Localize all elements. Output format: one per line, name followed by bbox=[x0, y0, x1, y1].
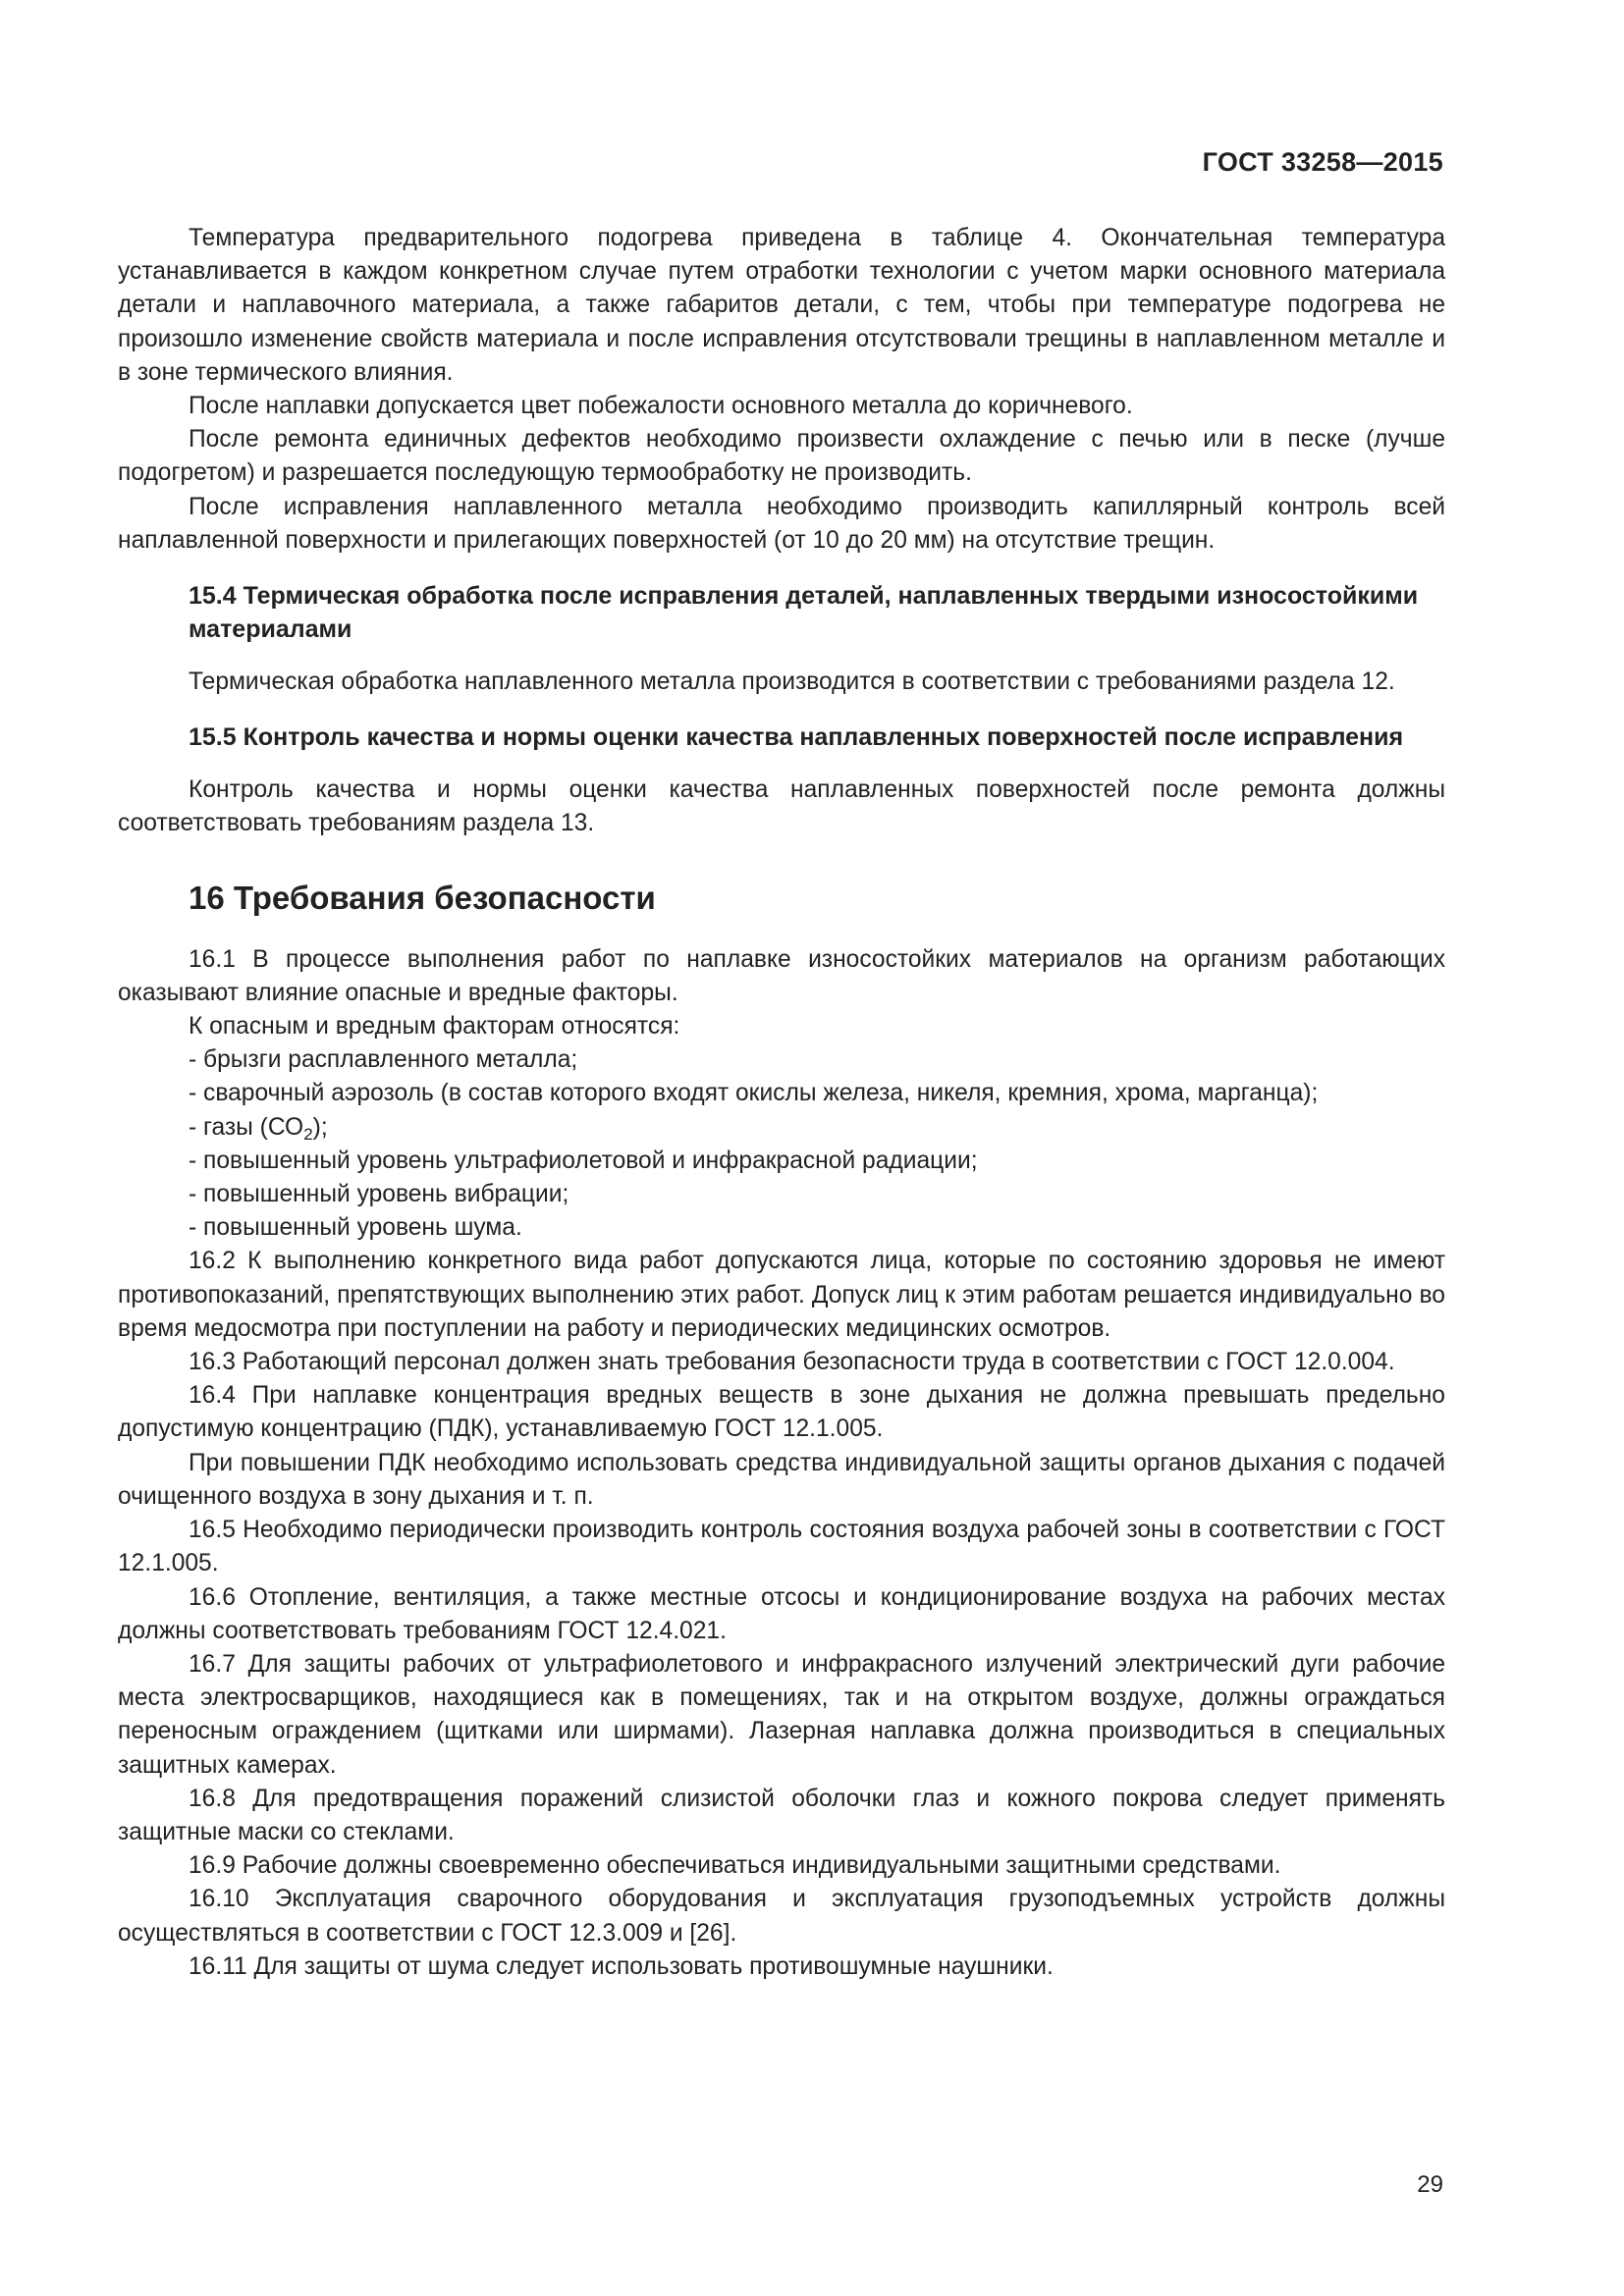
paragraph-16-7: 16.7 Для защиты рабочих от ультрафиолетового и инфракрасного излучений электрический дуги рабочие места электросварщиков, находящиеся как в помещениях, так и на открытом воздухе, должны ограждаться переносным ограждением (щитками или ширмами). Лазерная наплавка должна производиться в специальных защитных камерах. bbox=[118, 1650, 1445, 1779]
list-item: - повышенный уровень вибрации; bbox=[189, 1181, 569, 1208]
paragraph-15-4: Термическая обработка наплавленного металла производится в соответствии с требованиями раздела 12. bbox=[189, 668, 1395, 696]
list-item: - повышенный уровень шума. bbox=[189, 1214, 522, 1242]
paragraph-16-6: 16.6 Отопление, вентиляция, а также местные отсосы и кондиционирование воздуха на рабочих местах должны соответствовать требованиям ГОСТ 12.4.021. bbox=[118, 1583, 1445, 1644]
document-header: ГОСТ 33258—2015 bbox=[1202, 147, 1443, 177]
heading-15-4: 15.4 Термическая обработка после исправления деталей, наплавленных твердыми износостойкими материалами bbox=[189, 582, 1419, 644]
paragraph-15-5: Контроль качества и нормы оценки качества наплавленных поверхностей после ремонта должны соответствовать требованиям раздела 13. bbox=[118, 776, 1445, 837]
gases-subscript: 2 bbox=[303, 1124, 313, 1144]
gases-prefix: - газы (СО bbox=[189, 1113, 304, 1141]
paragraph-16-1: 16.1 В процессе выполнения работ по наплавке износостойких материалов на организм работающих оказывают влияние опасные и вредные факторы. bbox=[118, 945, 1445, 1006]
paragraph-preheat-temperature: Температура предварительного подогрева приведена в таблице 4. Окончательная температура устанавливается в каждом конкретном случае путем отработки технологии с учетом марки основного материала детали и наплавочного материала, а также габаритов детали, с тем, чтобы при температуре подогрева не произошло изменение свойств материала и после исправления отсутствовали трещины в наплавленном металле и в зоне термического влияния. bbox=[118, 225, 1445, 386]
paragraph-16-11: 16.11 Для защиты от шума следует использовать противошумные наушники. bbox=[189, 1952, 1054, 1980]
paragraph-temper-color: После наплавки допускается цвет побежалости основного металла до коричневого. bbox=[189, 393, 1133, 420]
paragraph-16-9: 16.9 Рабочие должны своевременно обеспечиваться индивидуальными защитными средствами. bbox=[189, 1852, 1281, 1880]
page-number: 29 bbox=[1417, 2171, 1443, 2198]
list-item-gases bbox=[118, 1111, 1445, 1145]
paragraph-16-2: 16.2 К выполнению конкретного вида работ допускаются лица, которые по состоянию здоровья не имеют противопоказаний, препятствующих выполнению этих работ. Допуск лиц к этим работам решается индивидуально во время медосмотра при поступлении на работу и периодических медицинских осмотров. bbox=[118, 1248, 1445, 1342]
document-body bbox=[118, 222, 1445, 1984]
heading-15-5: 15.5 Контроль качества и нормы оценки качества наплавленных поверхностей после исправления bbox=[189, 723, 1404, 752]
list-item: - сварочный аэрозоль (в состав которого входят окислы железа, никеля, кремния, хрома, марганца); bbox=[189, 1080, 1319, 1107]
paragraph-16-10: 16.10 Эксплуатация сварочного оборудования и эксплуатация грузоподъемных устройств должны осуществляться в соответствии с ГОСТ 12.3.009 и [26]. bbox=[118, 1886, 1445, 1947]
list-item: - брызги расплавленного металла; bbox=[189, 1046, 578, 1074]
paragraph-16-4b: При повышении ПДК необходимо использовать средства индивидуальной защиты органов дыхания с подачей очищенного воздуха в зону дыхания и т. п. bbox=[118, 1449, 1445, 1510]
list-item: - повышенный уровень ультрафиолетовой и инфракрасной радиации; bbox=[189, 1147, 978, 1174]
factors-intro: К опасным и вредным факторам относятся: bbox=[189, 1013, 680, 1041]
paragraph-16-5: 16.5 Необходимо периодически производить контроль состояния воздуха рабочей зоны в соответствии с ГОСТ 12.1.005. bbox=[118, 1517, 1445, 1577]
gases-suffix: ); bbox=[312, 1113, 328, 1141]
paragraph-16-4: 16.4 При наплавке концентрация вредных веществ в зоне дыхания не должна превышать предельно допустимую концентрацию (ПДК), устанавливаемую ГОСТ 12.1.005. bbox=[118, 1382, 1445, 1443]
paragraph-cooling: После ремонта единичных дефектов необходимо произвести охлаждение с печью или в песке (лучше подогретом) и разрешается последующую термообработку не производить. bbox=[118, 426, 1445, 487]
paragraph-capillary-control: После исправления наплавленного металла необходимо производить капиллярный контроль всей наплавленной поверхности и прилегающих поверхностей (от 10 до 20 мм) на отсутствие трещин. bbox=[118, 493, 1445, 554]
section-heading-16: 16 Требования безопасности bbox=[189, 879, 656, 916]
paragraph-16-8: 16.8 Для предотвращения поражений слизистой оболочки глаз и кожного покрова следует применять защитные маски со стеклами. bbox=[118, 1785, 1445, 1845]
paragraph-16-3: 16.3 Работающий персонал должен знать требования безопасности труда в соответствии с ГОСТ 12.0.004. bbox=[189, 1349, 1395, 1376]
